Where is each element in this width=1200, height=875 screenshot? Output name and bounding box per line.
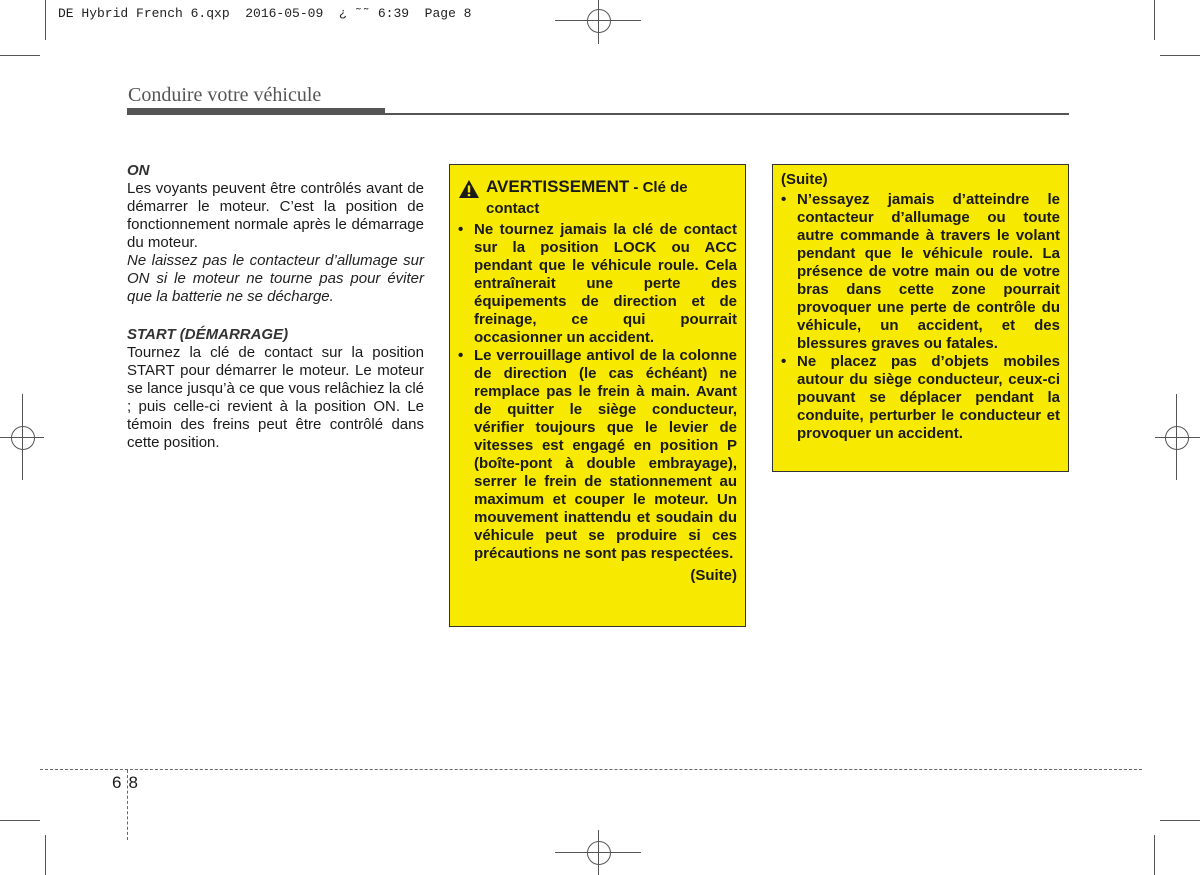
warning-triangle-icon — [458, 179, 480, 199]
header-rule-thick — [127, 108, 385, 115]
on-heading: ON — [127, 162, 150, 179]
continued-label: (Suite) — [781, 171, 828, 188]
continued-label: (Suite) — [690, 567, 737, 584]
crop-mark — [1154, 0, 1155, 40]
page-number — [112, 773, 139, 793]
page-section: 6 — [112, 773, 123, 792]
warning-item: • Le verrouillage antivol de la colonne de direction (le cas échéant) ne remplace pas le frein à main. Avant de quitter le siège conducteur, vérifier toujours que le levier de vitesses est engagé en position P (boîte-pont à double embrayage), serrer le frein de stationnement au maximum et couper le moteur. Un mouvement inattendu et soudain du véhicule peut se produire si ces précautions ne sont pas respectées. — [458, 347, 737, 563]
footer-rule — [40, 769, 1142, 770]
crop-mark — [0, 820, 40, 821]
warning-title — [458, 177, 737, 219]
warning-title-sub: - Clé de contact — [486, 179, 688, 217]
left-column — [127, 162, 424, 452]
warning-item: • N’essayez jamais d’atteindre le contacteur d’allumage ou toute autre commande à travers le volant pendant que le véhicule roule. La présence de votre main ou de votre bras dans cette zone pourrait provoquer une perte de contrôle du véhicule, un accident, et des blessures graves ou fatales. — [781, 191, 1060, 353]
crop-mark — [45, 835, 46, 875]
header-rule-thin — [385, 113, 1069, 115]
crop-mark — [0, 55, 40, 56]
warning-item: • Ne placez pas d’objets mobiles autour du siège conducteur, ceux-ci pouvant se déplacer pendant la conduite, perturber le conducteur et provoquer un accident. — [781, 353, 1060, 443]
start-text: Tournez la clé de contact sur la position START pour démarrer le moteur. Le moteur se lance jusqu’à ce que vous relâchiez la clé ; puis celle-ci revient à la position ON. Le témoin des freins peut être contrôlé dans cette position. — [127, 344, 424, 451]
warning-box-continued — [772, 164, 1069, 472]
start-heading: START (DÉMARRAGE) — [127, 326, 289, 343]
warning-box-ignition — [449, 164, 746, 627]
crop-mark — [1154, 835, 1155, 875]
on-italic-note: Ne laissez pas le contacteur d’allumage sur ON si le moteur ne tourne pas pour éviter que la batterie ne se décharge. — [127, 252, 424, 305]
warning-title-main: AVERTISSEMENT — [486, 177, 630, 196]
crop-mark — [45, 0, 46, 40]
crop-mark — [1160, 820, 1200, 821]
page-title: Conduire votre véhicule — [128, 84, 322, 106]
warning-item: • Ne tournez jamais la clé de contact sur la position LOCK ou ACC pendant que le véhicule roule. Cela entraînerait une perte des équipements de direction et de freinage, ce qui pourrait occasionner un accident. — [458, 221, 737, 347]
on-text: Les voyants peuvent être contrôlés avant de démarrer le moteur. C’est la position de fonctionnement normale après le démarrage du moteur. — [127, 180, 424, 251]
crop-mark — [1160, 55, 1200, 56]
print-slug: DE Hybrid French 6.qxp 2016-05-09 ¿ ˜˜ 6:39 Page 8 — [58, 6, 472, 21]
page-index: 8 — [128, 773, 139, 792]
